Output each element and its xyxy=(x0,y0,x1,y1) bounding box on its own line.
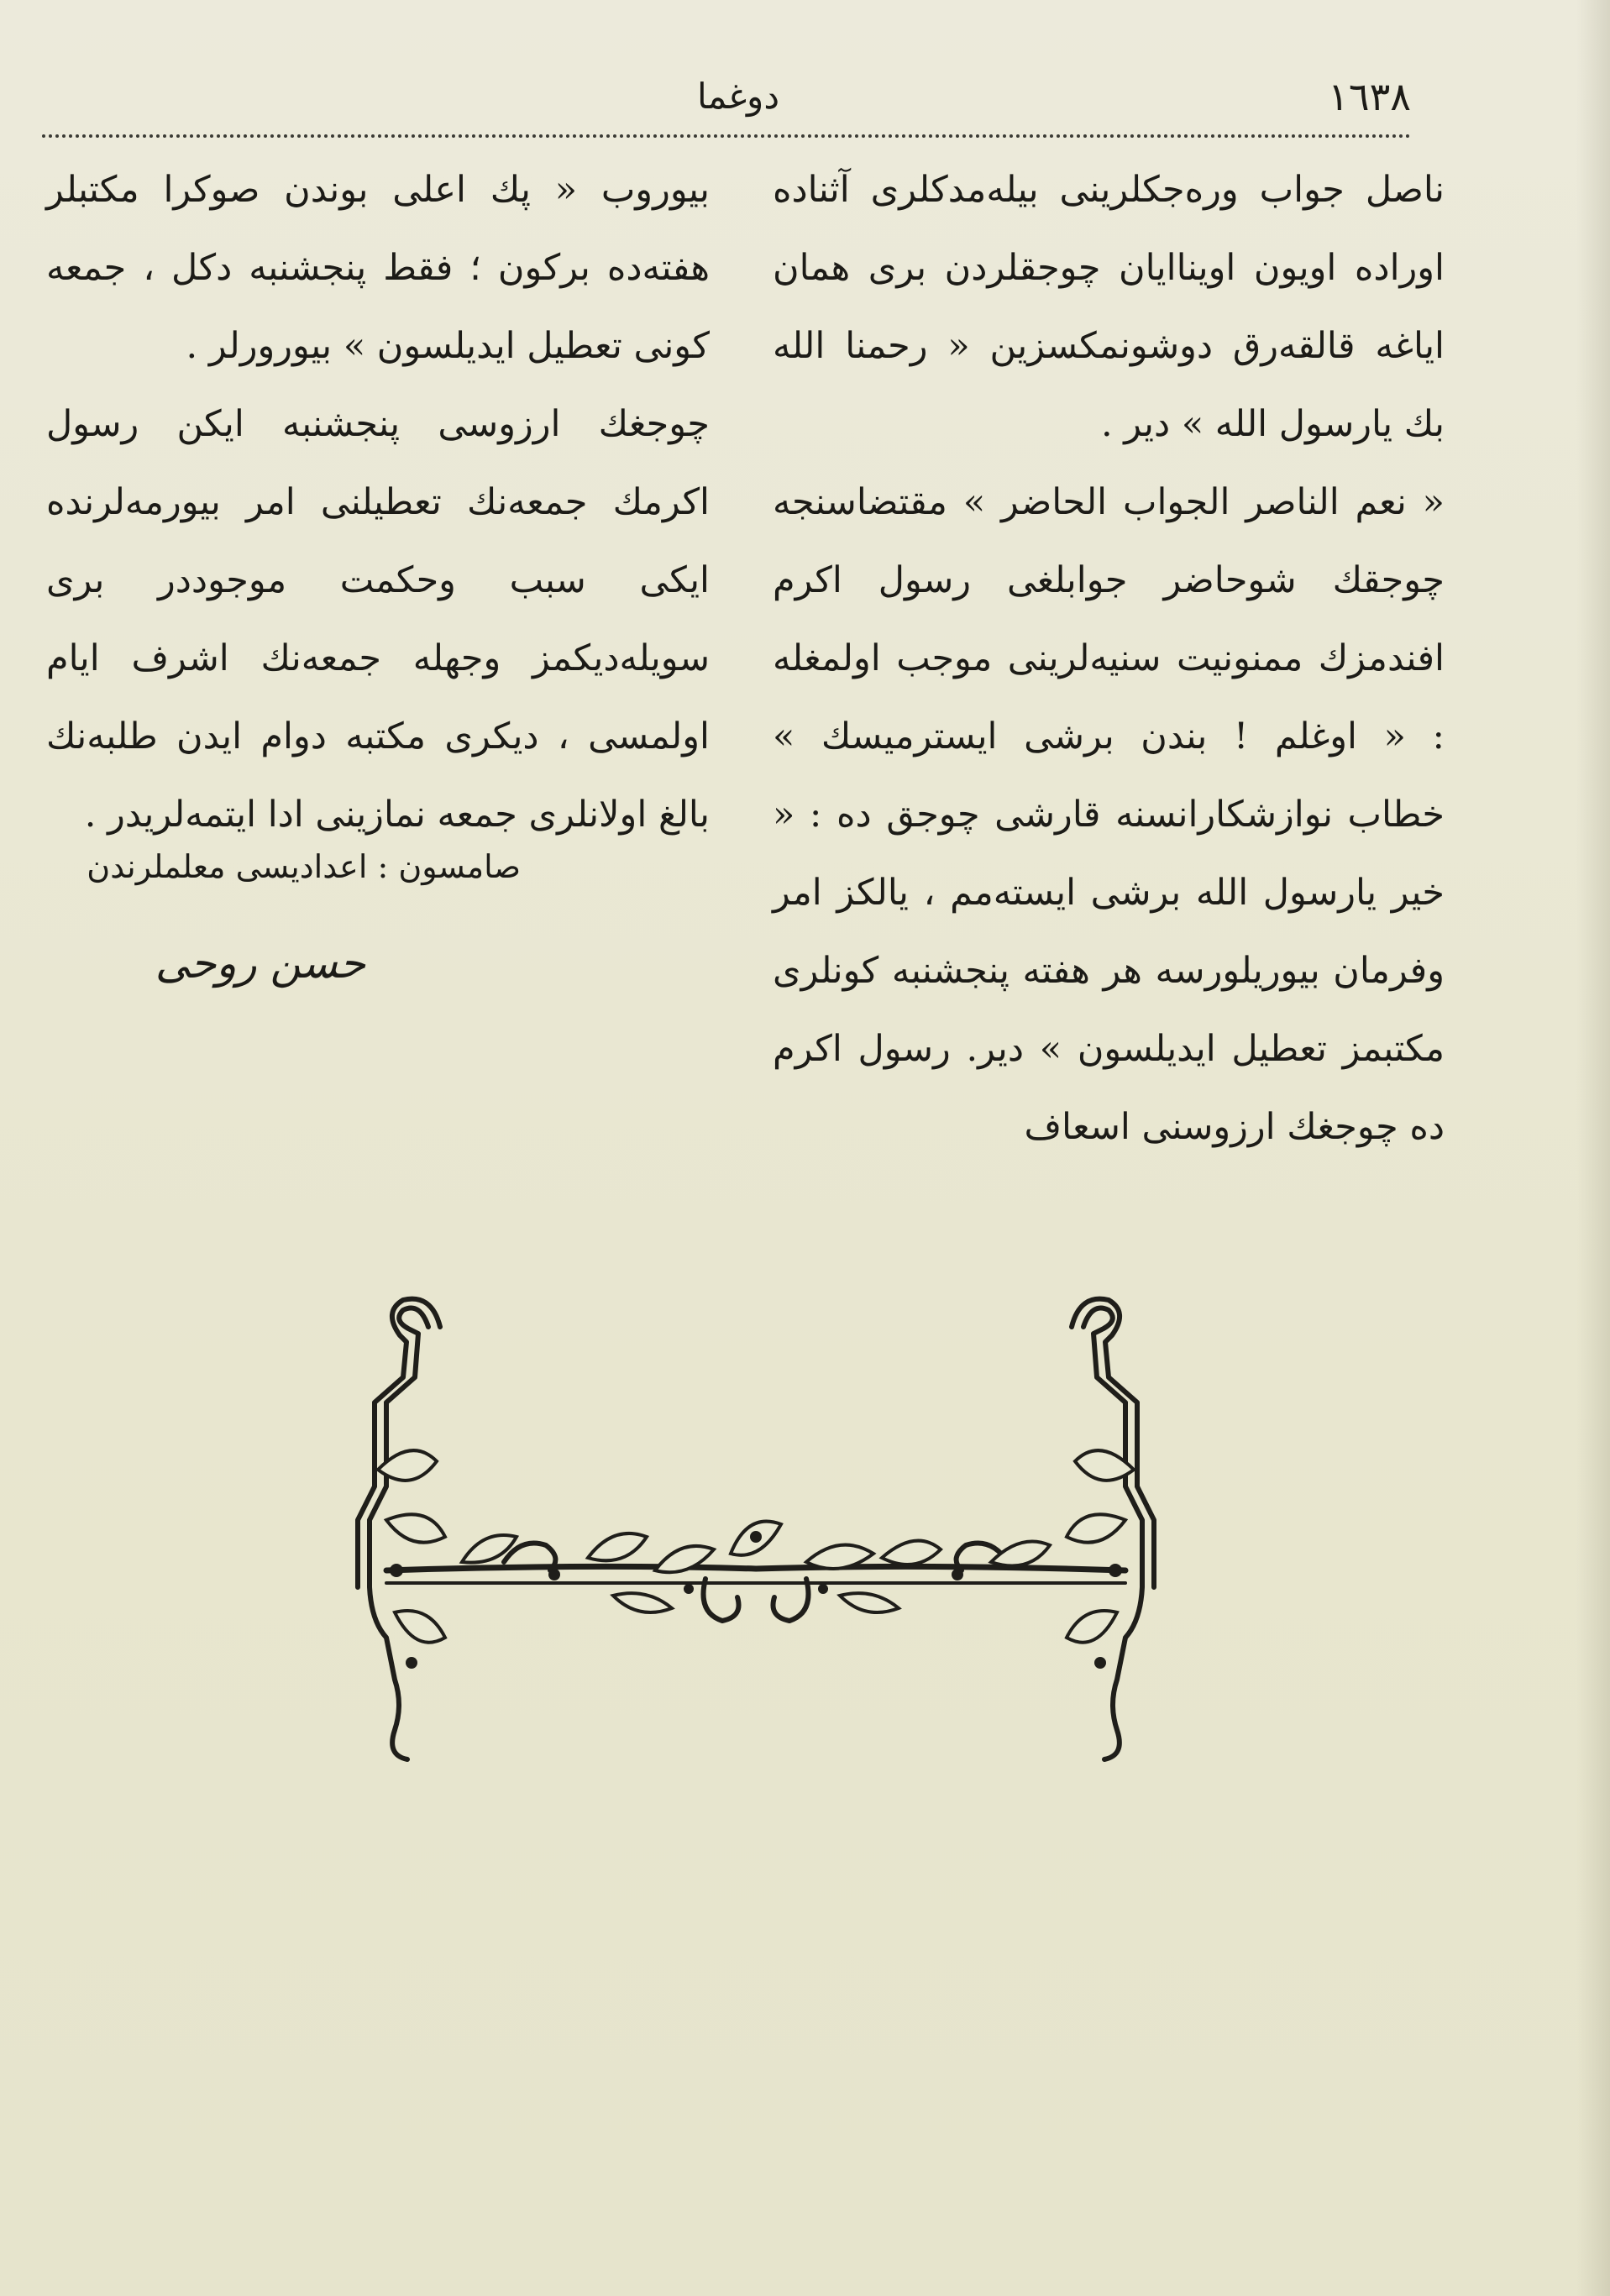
paragraph: چوجغك ارزوسی پنجشنبە ایكن رسول اكرمك جمعەنك تعطیلنی امر بیورمەلرندە ایكی سبب وحكمت موجوددر بری سویلەدیكمز وجهلە جمعەنك اشرف ایام اولمسی ، دیكری مكتبە دوام ایدن طلبەنك بالغ اولانلری جمعە نمازینی ادا ایتمەلریدر . xyxy=(46,403,710,836)
page-edge-shadow xyxy=(1576,0,1610,2296)
floral-vignette-icon xyxy=(336,1285,1176,1780)
paragraph: ناصل جواب ورەجكلرینی بیلەمدكلری آثنادە اورادە اویون اویناایان چوجقلردن بری همان ایاغە قالقەرق دوشونمكسزین « رحمنا الله بك یارسول الله » دیر . xyxy=(773,169,1445,445)
paragraph: « نعم الناصر الجواب الحاضر » مقتضاسنجە چوجقك شوحاضر جوابلغی رسول اكرم افندمزك ممنونیت سنیەلرینی موجب اولمغلە : « اوغلم ! بندن برشی ایسترمیسك » خطاب نوازشكارانسنە قارشی چوجق دە : « خیر یارسول الله برشی ایستەمم ، یالكز امر وفرمان بیوریلورسە هر هفتە پنجشنبە كونلری مكتبمز تعطیل ایدیلسون » دیر. رسول اكرم دە چوجغك ارزوسنی اسعاف xyxy=(773,481,1445,1148)
paragraph: بیوروب « پك اعلی بوندن صوكرا مكتبلر هفتەدە بركون ؛ فقط پنجشنبە دكل ، جمعە كونی تعطیل ایدیلسون » بیورورلر . xyxy=(46,169,710,367)
text-column-right xyxy=(773,151,1445,1166)
author-affiliation: صامسون : اعدادیسی معلملرندن xyxy=(87,848,521,885)
text-column-left xyxy=(46,151,710,854)
header-dotted-rule xyxy=(42,134,1411,138)
page-header xyxy=(42,59,1411,143)
running-title: دوغما xyxy=(697,76,780,117)
page-number: ١٦٣٨ xyxy=(1328,74,1411,119)
author-name: حسن روحی xyxy=(155,939,366,988)
